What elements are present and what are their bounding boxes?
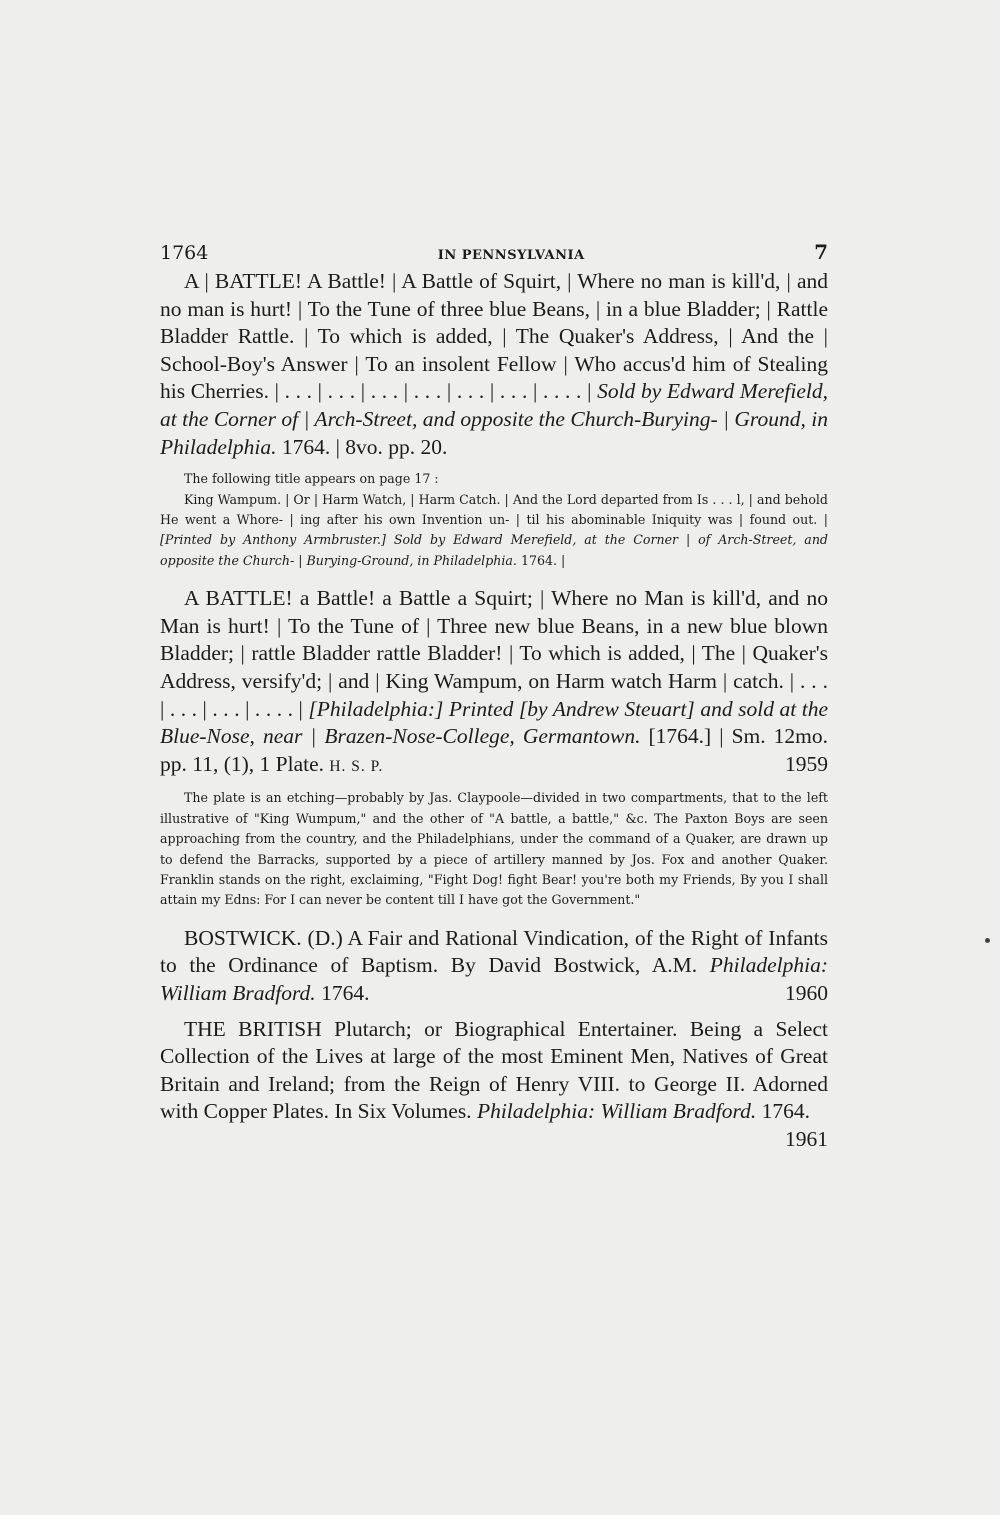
- entry-bostwick-tail: 1764.: [321, 980, 370, 1005]
- note-2: The plate is an etching—probably by Jas. Claypoole—divided in two compartments, that to the left illustrative of "King Wumpum," and the other of "A battle, a battle," &c. The Paxton Boys are seen approaching from the country, and the Philadelphians, under the command of a Quaker, are drawn up to defend the Barracks, supported by a piece of artillery manned by Jos. Fox and another Quaker. Franklin stands on the right, exclaiming, "Fight Dog! fight Bear! you're both my Friends, By you I shall attain my Edns: For I can never be content till I have got the Government.": [160, 790, 828, 908]
- note-1-tail: 1764. |: [520, 552, 566, 568]
- entry-battle-1-text: A | BATTLE! A Battle! | A Battle of Squirt, | Where no man is kill'd, | and no man is hurt! | To the Tune of three blue Beans, | in a blue Bladder; | Rattle Bladder Rattle. | To which is added, | The Quaker's Address, | And the | School-Boy's Answer | To an insolent Fellow | Who accus'd him of Stealing his Cherries. | . . . | . . . | . . . | . . . | . . . | . . . | . . . . |: [160, 269, 828, 404]
- entry-battle-1-tail: 1764. | 8vo. pp. 20.: [281, 434, 448, 459]
- running-head: [160, 240, 828, 264]
- entry-battle-2-imprint: [Philadelphia:] Printed [by Andrew Steuart] and sold at the Blue-Nose, near | Brazen-Nose-College, Germantown.: [160, 696, 828, 749]
- entry-battle-2-number: 1959: [785, 751, 828, 776]
- entry-battle-1-imprint: Sold by Edward Merefield, at the Corner of | Arch-Street, and opposite the Church-Burying- | Ground, in Philadelphia.: [160, 379, 829, 459]
- note-1-lead: The following title appears on page 17 :: [184, 471, 439, 487]
- note-1-body: [160, 490, 828, 572]
- page-number: 7: [814, 240, 828, 264]
- entry-plutarch-imprint: Philadelphia: William Bradford.: [476, 1099, 757, 1124]
- note-1-text: King Wampum. | Or | Harm Watch, | Harm Catch. | And the Lord departed from Is . . . l, | and behold He went a Whore- | ing after his own Invention un- | til his abominable Iniquity was | found out. |: [160, 491, 828, 527]
- page: [160, 240, 828, 1154]
- entry-battle-2-text: A BATTLE! a Battle! a Battle a Squirt; | Where no Man is kill'd, and no Man is hurt! | To the Tune of | Three new blue Beans, in a new blue blown Bladder; | rattle Bladder rattle Bladder! | To which is added, | The | Quaker's Address, versify'd; | and | King Wampum, on Harm watch Harm | catch. | . . . | . . . | . . . | . . . . |: [160, 586, 828, 721]
- entry-bostwick-imprint: Philadelphia: William Bradford.: [160, 953, 829, 1005]
- header-title: IN PENNSYLVANIA: [437, 248, 585, 263]
- entry-bostwick-text: BOSTWICK. (D.) A Fair and Rational Vindication, of the Right of Infants to the Ordinance of Baptism. By David Bostwick, A.M.: [160, 925, 828, 978]
- entry-plutarch-text: THE BRITISH Plutarch; or Biographical Entertainer. Being a Select Collection of the Lives at large of the most Eminent Men, Natives of Great Britain and Ireland; from the Reign of Henry VIII. to George II. Adorned with Copper Plates. In Six Volumes.: [160, 1016, 828, 1124]
- entry-battle-1: [160, 268, 828, 461]
- entry-battle-2-location: H. S. P.: [329, 757, 384, 775]
- entry-bostwick: [160, 925, 828, 1008]
- entry-plutarch-number: 1961: [785, 1126, 828, 1151]
- entry-bostwick-number: 1960: [785, 980, 828, 1005]
- entry-battle-2-tail: [1764.] | Sm. 12mo. pp. 11, (1), 1 Plate.: [160, 724, 828, 776]
- entry-plutarch: [160, 1016, 828, 1151]
- margin-ink-dot: [985, 938, 990, 943]
- header-year: 1764: [160, 242, 209, 264]
- entry-battle-2: [160, 585, 828, 780]
- entry-plutarch-tail: 1764.: [761, 1099, 810, 1124]
- note-1-imprint: [Printed by Anthony Armbruster.] Sold by Edward Merefield, at the Corner | of Arch-Street, and opposite the Church- | Burying-Ground, in Philadelphia.: [160, 532, 828, 568]
- note-1: [160, 469, 828, 571]
